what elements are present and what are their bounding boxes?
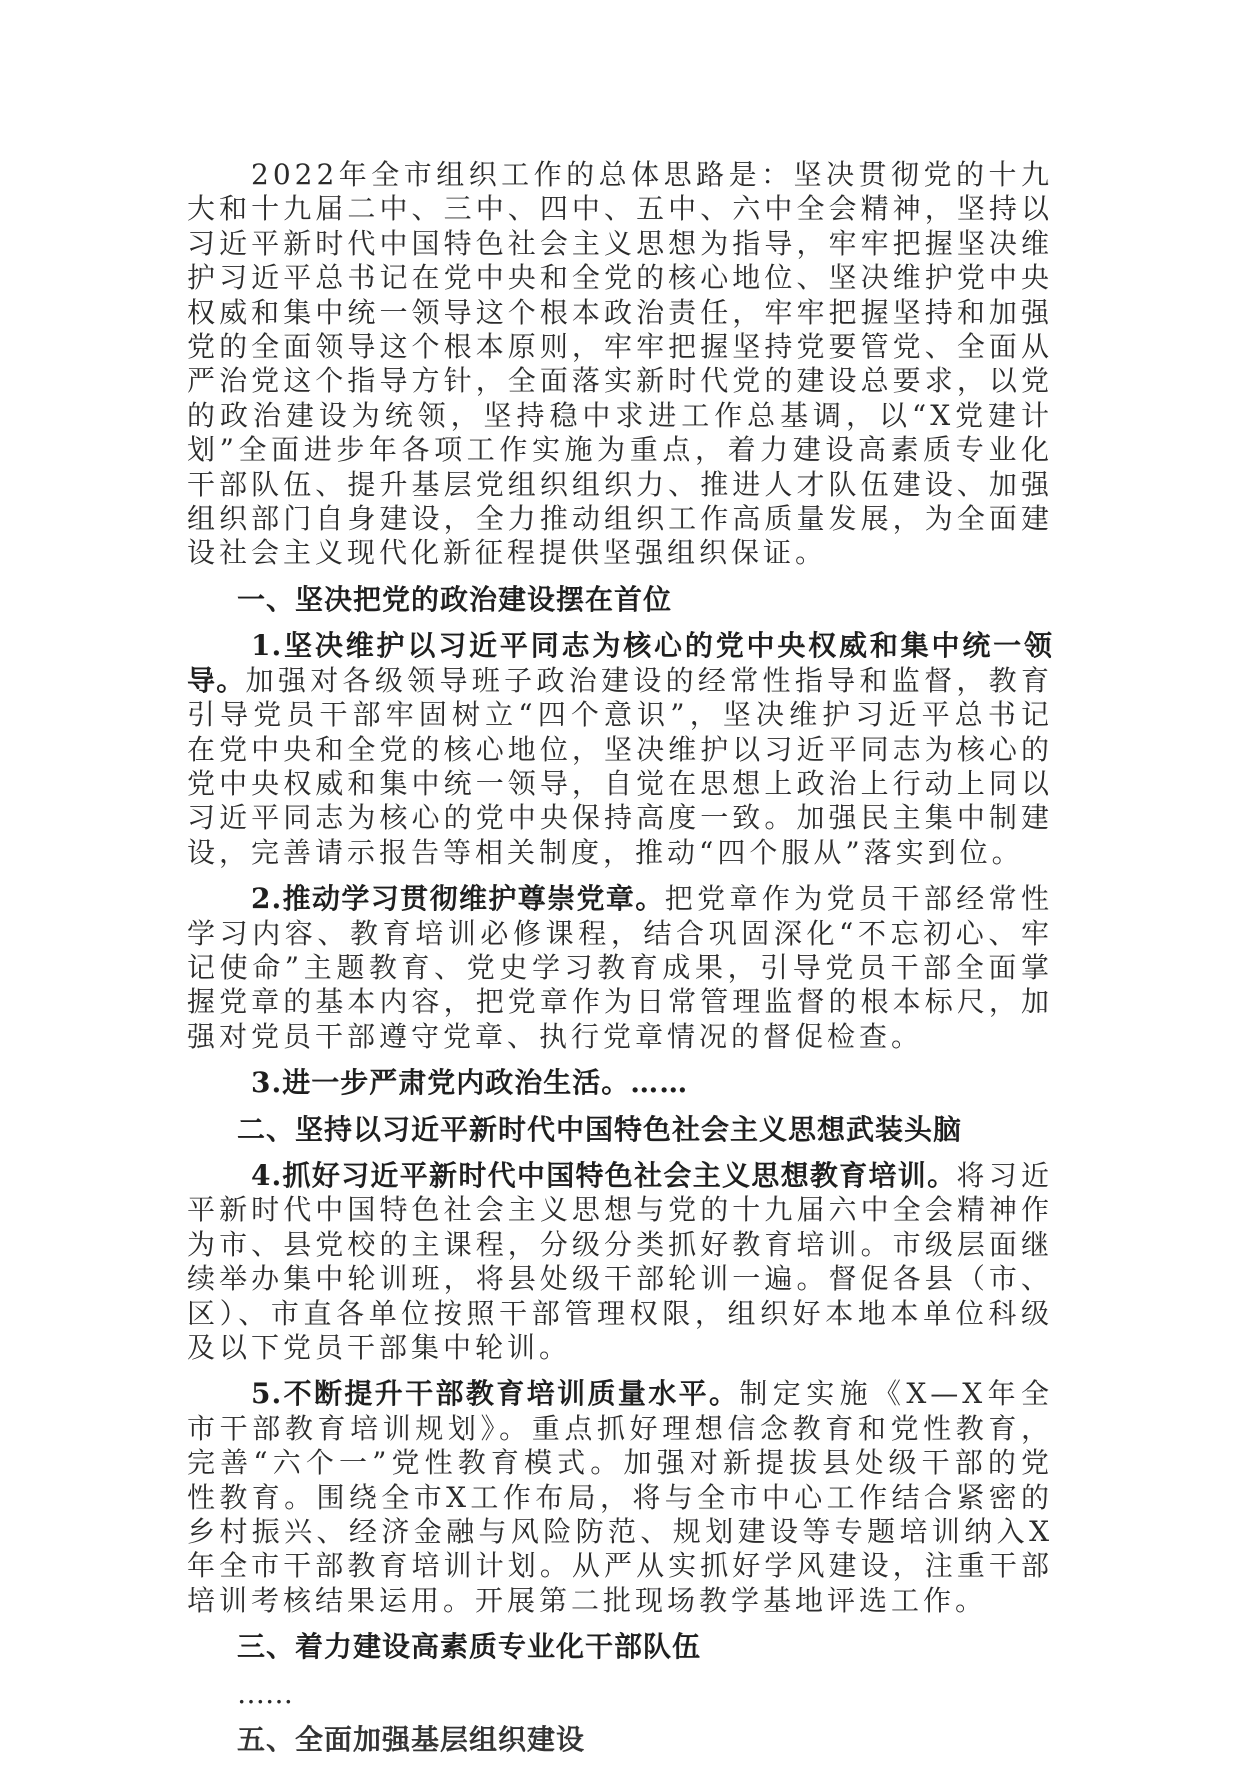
item-paragraph-2 [187,882,1053,1054]
item-body-2: 把党章作为党员干部经常性学习内容、教育培训必修课程，结合巩固深化“不忘初心、牢记使命”主题教育、党史学习教育成果，引导党员干部全面掌握党章的基本内容，把党章作为日常管理监督的根本标尺，加强对党员干部遵守党章、执行党章情况的督促检查。 [187,882,1053,1053]
section-heading-3: 三、着力建设高素质专业化干部队伍 [237,1630,702,1664]
omitted-content-ellipsis: …… [237,1676,293,1710]
section-heading-1: 一、坚决把党的政治建设摆在首位 [237,582,673,616]
item-lead-2: 2.推动学习贯彻维护尊崇党章。 [251,882,665,916]
section-heading-5: 五、全面加强基层组织建设 [237,1723,586,1757]
item-paragraph-4 [187,1159,1053,1365]
item-paragraph-5 [187,1377,1053,1618]
item-lead-1: 1.坚决维护以习近平同志为核心的党中央权威和集中统一领导。 [187,629,1053,697]
document-page [187,158,1053,1769]
intro-paragraph: 2022年全市组织工作的总体思路是：坚决贯彻党的十九大和十九届二中、三中、四中、五中、六中全会精神，坚持以习近平新时代中国特色社会主义思想为指导，牢牢把握坚决维护习近平总书记在党中央和全党的核心地位、坚决维护党中央权威和集中统一领导这个根本政治责任，牢牢把握坚持和加强党的全面领导这个根本原则，牢牢把握坚持党要管党、全面从严治党这个指导方针，全面落实新时代党的建设总要求，以党的政治建设为统领，坚持稳中求进工作总基调，以“X党建计划”全面进步年各项工作实施为重点，着力建设高素质专业化干部队伍、提升基层党组织组织力、推进人才队伍建设、加强组织部门自身建设，全力推动组织工作高质量发展，为全面建设社会主义现代化新征程提供坚强组织保证。 [187,158,1053,570]
section-heading-2: 二、坚持以习近平新时代中国特色社会主义思想武装头脑 [237,1112,963,1146]
item-body-5: 制定实施《X—X年全市干部教育培训规划》。重点抓好理想信念教育和党性教育，完善“六个一”党性教育模式。加强对新提拔县处级干部的党性教育。围绕全市X工作布局，将与全市中心工作结合紧密的乡村振兴、经济金融与风险防范、规划建设等专题培训纳入X年全市干部教育培训计划。从严从实抓好学风建设，注重干部培训考核结果运用。开展第二批现场教学基地评选工作。 [187,1377,1053,1617]
item-lead-5: 5.不断提升干部教育培训质量水平。 [251,1377,740,1411]
item-lead-3: 3.进一步严肃党内政治生活。…… [251,1066,689,1100]
item-paragraph-1 [187,629,1053,870]
item-body-4: 将习近平新时代中国特色社会主义思想与党的十九届六中全会精神作为市、县党校的主课程，分级分类抓好教育培训。市级层面继续举办集中轮训班，将县处级干部轮训一遍。督促各县（市、区）、市直各单位按照干部管理权限，组织好本地本单位科级及以下党员干部集中轮训。 [187,1158,1053,1364]
item-body-1: 加强对各级领导班子政治建设的经常性指导和监督，教育引导党员干部牢固树立“四个意识”，坚决维护习近平总书记在党中央和全党的核心地位，坚决维护以习近平同志为核心的党中央权威和集中统一领导，自觉在思想上政治上行动上同以习近平同志为核心的党中央保持高度一致。加强民主集中制建设，完善请示报告等相关制度，推动“四个服从”落实到位。 [187,663,1053,869]
item-lead-4: 4.抓好习近平新时代中国特色社会主义思想教育培训。 [251,1158,957,1192]
item-paragraph-3 [187,1066,1053,1100]
